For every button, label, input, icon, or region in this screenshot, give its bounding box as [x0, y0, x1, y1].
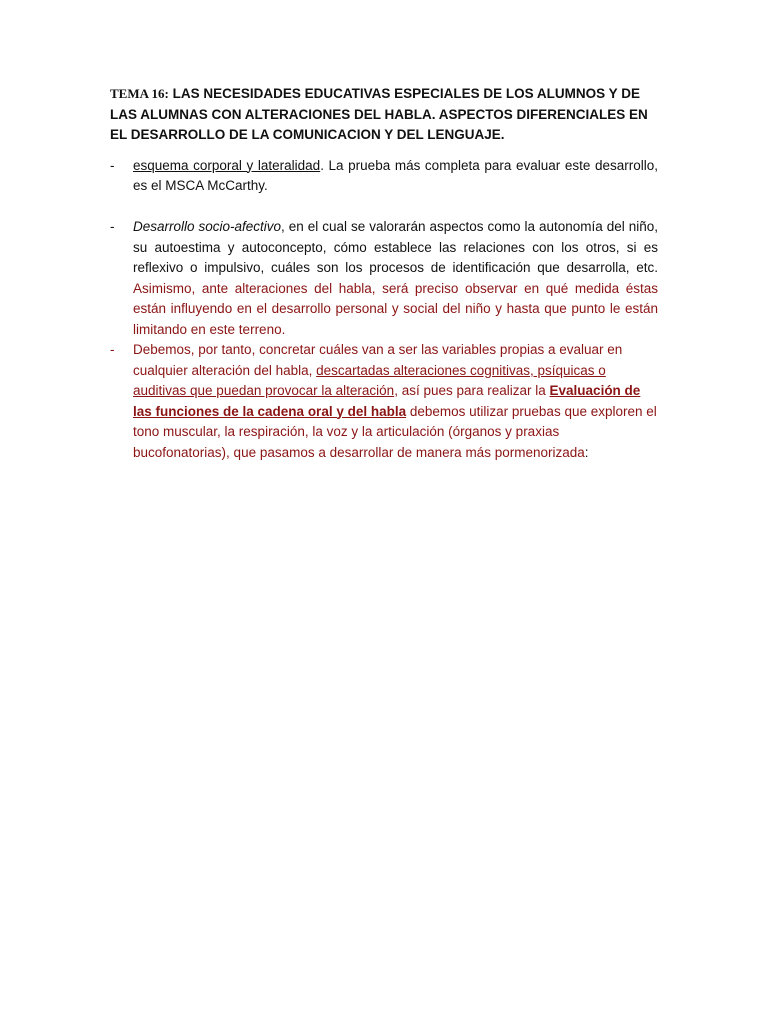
- closing-colon: :: [584, 444, 589, 460]
- title-prefix: TEMA 16:: [110, 86, 169, 101]
- italic-heading: Desarrollo socio-afectivo: [133, 219, 282, 234]
- bold-underlined-phrase: Evaluación de las funciones de la cadena oral y del habla: [133, 383, 641, 419]
- list-item: [110, 217, 658, 340]
- document-title: [110, 84, 658, 146]
- paragraph-esquema: [133, 156, 658, 197]
- paragraph-text: . La prueba más completa para evaluar este desarrollo, es el MSCA McCarthy.: [133, 157, 658, 193]
- underlined-phrase: esquema corporal y lateralidad: [133, 157, 321, 173]
- underlined-phrase: descartadas alteraciones cognitivas, psíquicas o auditivas que puedan provocar la alteración: [133, 362, 606, 398]
- list-item: [110, 156, 658, 197]
- paragraph-text: debemos utilizar pruebas que exploren el tono muscular, la respiración, la voz y la articulación (órganos y praxias bucofonatorias), que pasamos a desarrollar de manera más pormenorizada: [133, 403, 657, 460]
- paragraph-text: Debemos, por tanto, concretar cuáles van a ser las variables propias a evaluar en cualquier alteración del habla,: [133, 342, 623, 378]
- red-annotation-text: Asimismo, ante alteraciones del habla, será preciso observar en qué medida éstas están influyendo en el desarrollo personal y social del niño y hasta que punto le están limitando en este terreno.: [133, 280, 658, 337]
- paragraph-gap: [110, 197, 658, 218]
- document-content: [110, 84, 658, 463]
- paragraph-text: , así pues para realizar la: [394, 383, 550, 398]
- paragraph-socio-afectivo: [133, 217, 658, 340]
- paragraph-text: , en el cual se valorarán aspectos como la autonomía del niño, su autoestima y autoconcepto, cómo establece las relaciones con los otros, si es reflexivo o impulsivo, cuáles son los procesos de identificación que desarrolla, etc.: [133, 219, 658, 275]
- bullet-dash: -: [110, 342, 115, 357]
- bullet-dash: -: [110, 157, 115, 173]
- title-text: LAS NECESIDADES EDUCATIVAS ESPECIALES DE LOS ALUMNOS Y DE LAS ALUMNAS CON ALTERACIONES DEL HABLA. ASPECTOS DIFERENCIALES EN EL DESARROLLO DE LA COMUNICACION Y DEL LENGUAJE.: [110, 86, 648, 142]
- paragraph-evaluacion: [133, 340, 658, 463]
- list-item: [110, 340, 658, 463]
- bullet-dash: -: [110, 219, 115, 234]
